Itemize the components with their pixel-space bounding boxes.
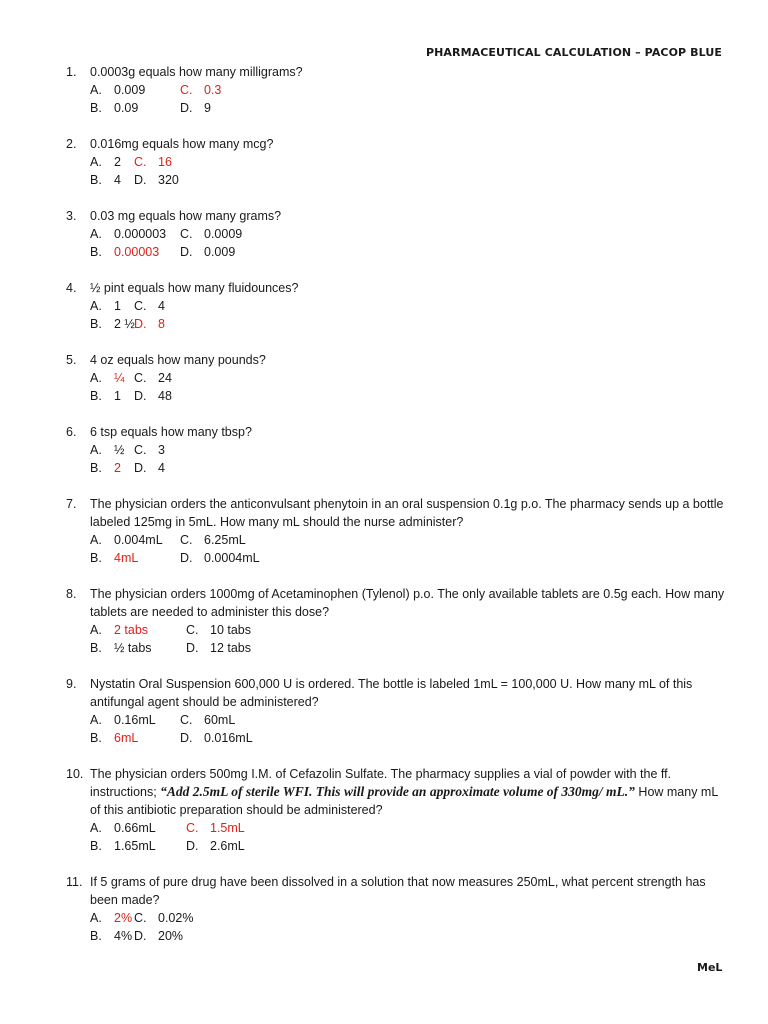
option-d <box>180 243 235 261</box>
option-value: 0.09 <box>114 101 139 115</box>
option-value: 20% <box>158 929 184 943</box>
option-a <box>90 441 124 459</box>
option-value: 0.00003 <box>114 245 160 259</box>
option-letter: C. <box>180 533 193 547</box>
option-letter: B. <box>90 929 102 943</box>
option-value: 2 tabs <box>114 623 149 637</box>
option-row <box>90 153 726 171</box>
option-letter: C. <box>180 713 193 727</box>
option-c <box>134 441 165 459</box>
question-9 <box>66 675 726 747</box>
question-number: 4. <box>66 281 77 295</box>
question-list <box>66 63 726 963</box>
option-letter: A. <box>90 533 102 547</box>
question-number: 10. <box>66 767 84 781</box>
option-value: 9 <box>204 101 211 115</box>
option-letter: C. <box>186 821 199 835</box>
option-letter: C. <box>180 227 193 241</box>
question-text: ½ pint equals how many fluidounces? <box>90 281 299 295</box>
option-value: 4% <box>114 929 133 943</box>
option-value: 0.02% <box>158 911 194 925</box>
option-d <box>134 459 165 477</box>
option-value: ½ tabs <box>114 641 152 655</box>
option-letter: D. <box>134 173 147 187</box>
option-row <box>90 549 726 567</box>
question-emphasis: “Add 2.5mL of sterile WFI. This will provide an approximate volume of 330mg/ mL.” <box>160 784 635 799</box>
option-row <box>90 99 726 117</box>
document-header: PHARMACEUTICAL CALCULATION – PACOP BLUE <box>425 46 722 59</box>
option-letter: C. <box>134 443 147 457</box>
option-value: 12 tabs <box>210 641 252 655</box>
option-row <box>90 441 726 459</box>
option-value: 0.009 <box>114 83 146 97</box>
question-3 <box>66 207 726 261</box>
option-c <box>186 621 251 639</box>
question-text: 6 tsp equals how many tbsp? <box>90 425 252 439</box>
option-row <box>90 639 726 657</box>
option-a <box>90 297 121 315</box>
option-letter: C. <box>134 911 147 925</box>
question-stem <box>90 279 726 297</box>
option-value: 0.0004mL <box>204 551 260 565</box>
option-letter: D. <box>180 731 193 745</box>
correct-answer-c <box>180 81 221 99</box>
option-letter: D. <box>186 839 199 853</box>
option-value: 3 <box>158 443 165 457</box>
question-stem <box>90 135 726 153</box>
option-value: 320 <box>158 173 179 187</box>
option-value: 1 <box>114 299 121 313</box>
question-stem <box>90 351 726 369</box>
option-d <box>134 387 172 405</box>
correct-answer-b <box>90 729 138 747</box>
option-letter: D. <box>180 551 193 565</box>
question-text: If 5 grams of pure drug have been dissolved in a solution that now measures 250mL, what percent strength has been made? <box>90 875 706 907</box>
option-letter: A. <box>90 623 102 637</box>
option-letter: A. <box>90 821 102 835</box>
option-c <box>134 909 193 927</box>
question-10 <box>66 765 726 855</box>
question-text: The physician orders the anticonvulsant phenytoin in an oral suspension 0.1g p.o. The pharmacy sends up a bottle labeled 125mg in 5mL. How many mL should the nurse administer? <box>90 497 724 529</box>
question-text: 4 oz equals how many pounds? <box>90 353 266 367</box>
option-row <box>90 819 726 837</box>
option-a <box>90 819 156 837</box>
option-value: 0.3 <box>204 83 222 97</box>
option-letter: B. <box>90 173 102 187</box>
option-value: 10 tabs <box>210 623 252 637</box>
option-b <box>90 315 135 333</box>
question-11 <box>66 873 726 945</box>
option-letter: D. <box>186 641 199 655</box>
option-c <box>180 225 242 243</box>
question-6 <box>66 423 726 477</box>
question-number: 8. <box>66 587 77 601</box>
option-letter: B. <box>90 461 102 475</box>
option-letter: B. <box>90 389 102 403</box>
option-value: 1 <box>114 389 121 403</box>
option-d <box>180 549 260 567</box>
option-row <box>90 171 726 189</box>
option-a <box>90 225 166 243</box>
option-row <box>90 297 726 315</box>
question-4 <box>66 279 726 333</box>
question-stem <box>90 585 726 621</box>
option-row <box>90 387 726 405</box>
option-letter: A. <box>90 83 102 97</box>
option-value: 2% <box>114 911 133 925</box>
option-value: 2 <box>114 461 121 475</box>
question-5 <box>66 351 726 405</box>
option-b <box>90 837 156 855</box>
question-number: 3. <box>66 209 77 223</box>
question-stem <box>90 63 726 81</box>
question-8 <box>66 585 726 657</box>
option-row <box>90 531 726 549</box>
option-value: 1.5mL <box>210 821 245 835</box>
option-letter: D. <box>134 461 147 475</box>
option-letter: A. <box>90 299 102 313</box>
option-value: 60mL <box>204 713 236 727</box>
option-value: 2 ½ <box>114 317 135 331</box>
question-text-end: How many mL of this antibiotic preparation should be administered? <box>90 785 718 817</box>
option-d <box>180 729 253 747</box>
option-letter: B. <box>90 641 102 655</box>
option-b <box>90 927 132 945</box>
question-text: 0.016mg equals how many mcg? <box>90 137 274 151</box>
option-a <box>90 531 163 549</box>
option-row <box>90 369 726 387</box>
option-value: 0.16mL <box>114 713 156 727</box>
option-letter: D. <box>180 101 193 115</box>
correct-answer-d <box>134 315 165 333</box>
option-value: 4mL <box>114 551 139 565</box>
question-stem <box>90 765 726 819</box>
option-row <box>90 927 726 945</box>
option-letter: D. <box>134 929 147 943</box>
option-c <box>180 531 246 549</box>
question-stem <box>90 423 726 441</box>
option-b <box>90 387 121 405</box>
correct-answer-a <box>90 909 132 927</box>
question-text: The physician orders 1000mg of Acetaminophen (Tylenol) p.o. The only available tablets are 0.5g each. How many tablets are needed to administer this dose? <box>90 587 725 619</box>
correct-answer-b <box>90 459 121 477</box>
correct-answer-a <box>90 369 124 387</box>
option-value: 6.25mL <box>204 533 246 547</box>
correct-answer-a <box>90 621 148 639</box>
option-a <box>90 153 121 171</box>
option-value: 16 <box>158 155 172 169</box>
option-b <box>90 639 152 657</box>
question-number: 6. <box>66 425 77 439</box>
option-value: 48 <box>158 389 172 403</box>
question-stem <box>90 207 726 225</box>
question-number: 1. <box>66 65 77 79</box>
option-letter: C. <box>180 83 193 97</box>
option-value: 1.65mL <box>114 839 156 853</box>
question-2 <box>66 135 726 189</box>
question-stem <box>90 495 726 531</box>
question-text: 0.03 mg equals how many grams? <box>90 209 282 223</box>
correct-answer-c <box>134 153 172 171</box>
option-row <box>90 909 726 927</box>
option-value: 4 <box>158 461 165 475</box>
option-value: 4 <box>114 173 121 187</box>
option-value: 0.004mL <box>114 533 163 547</box>
option-d <box>134 171 179 189</box>
option-letter: D. <box>134 317 147 331</box>
option-value: 2 <box>114 155 121 169</box>
option-letter: A. <box>90 911 102 925</box>
question-7 <box>66 495 726 567</box>
question-number: 11. <box>66 875 83 889</box>
option-letter: A. <box>90 713 102 727</box>
option-letter: B. <box>90 839 102 853</box>
correct-answer-c <box>186 819 245 837</box>
option-row <box>90 81 726 99</box>
option-value: 2.6mL <box>210 839 245 853</box>
option-value: ¼ <box>114 371 125 385</box>
option-letter: C. <box>134 371 147 385</box>
option-value: 8 <box>158 317 165 331</box>
question-stem <box>90 675 726 711</box>
option-row <box>90 837 726 855</box>
option-b <box>90 99 138 117</box>
option-row <box>90 315 726 333</box>
option-letter: A. <box>90 443 102 457</box>
option-value: 0.66mL <box>114 821 156 835</box>
correct-answer-b <box>90 243 159 261</box>
option-letter: C. <box>134 155 147 169</box>
question-text: The physician orders 500mg I.M. of Cefazolin Sulfate. The pharmacy supplies a vial of powder with the ff. instructions; <box>90 767 672 799</box>
option-b <box>90 171 121 189</box>
document-footer: MeL <box>697 961 723 974</box>
question-number: 5. <box>66 353 77 367</box>
option-letter: D. <box>180 245 193 259</box>
option-d <box>186 837 245 855</box>
option-letter: A. <box>90 155 102 169</box>
option-letter: B. <box>90 245 102 259</box>
option-value: 0.009 <box>204 245 236 259</box>
option-row <box>90 729 726 747</box>
option-a <box>90 81 145 99</box>
question-number: 7. <box>66 497 77 511</box>
correct-answer-b <box>90 549 138 567</box>
option-value: 0.000003 <box>114 227 167 241</box>
option-letter: B. <box>90 551 102 565</box>
option-letter: A. <box>90 227 102 241</box>
question-stem <box>90 873 726 909</box>
option-a <box>90 711 156 729</box>
option-value: 6mL <box>114 731 139 745</box>
option-c <box>134 297 165 315</box>
option-d <box>180 99 211 117</box>
option-letter: C. <box>186 623 199 637</box>
option-letter: B. <box>90 731 102 745</box>
option-row <box>90 621 726 639</box>
question-number: 2. <box>66 137 77 151</box>
option-c <box>134 369 172 387</box>
option-value: 0.0009 <box>204 227 243 241</box>
option-value: 4 <box>158 299 165 313</box>
option-value: 24 <box>158 371 172 385</box>
option-letter: D. <box>134 389 147 403</box>
option-letter: B. <box>90 101 102 115</box>
question-text: 0.0003g equals how many milligrams? <box>90 65 303 79</box>
question-number: 9. <box>66 677 77 691</box>
option-value: 0.016mL <box>204 731 253 745</box>
option-d <box>186 639 251 657</box>
option-row <box>90 225 726 243</box>
option-letter: C. <box>134 299 147 313</box>
question-1 <box>66 63 726 117</box>
option-row <box>90 243 726 261</box>
question-text: Nystatin Oral Suspension 600,000 U is ordered. The bottle is labeled 1mL = 100,000 U. How many mL of this antifungal agent should be administered? <box>90 677 693 709</box>
option-d <box>134 927 183 945</box>
option-c <box>180 711 235 729</box>
option-letter: A. <box>90 371 102 385</box>
option-letter: B. <box>90 317 102 331</box>
option-row <box>90 459 726 477</box>
option-row <box>90 711 726 729</box>
option-value: ½ <box>114 443 125 457</box>
